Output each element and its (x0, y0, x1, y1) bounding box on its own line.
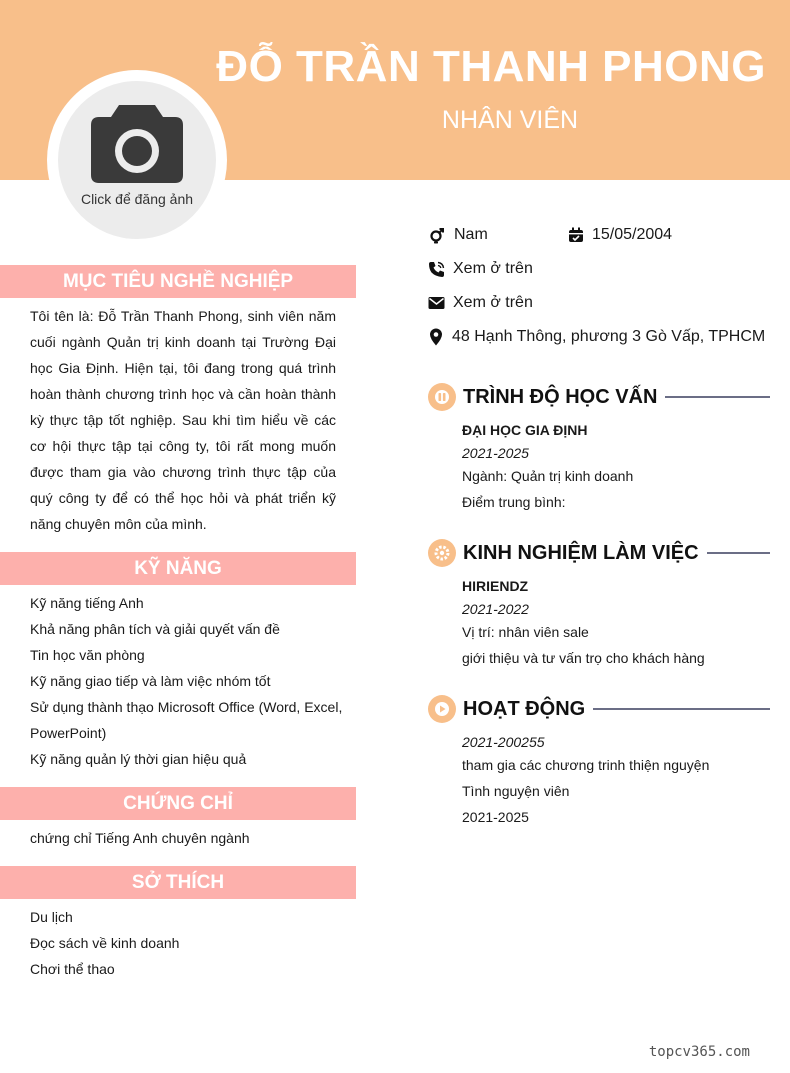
activities-period: 2021-200255 (462, 734, 545, 750)
skill-item: Khả năng phân tích và giải quyết vấn đề (30, 621, 280, 637)
education-title: TRÌNH ĐỘ HỌC VẤN (463, 385, 658, 408)
footer-watermark: topcv365.com (648, 1044, 750, 1060)
skill-item: Kỹ năng giao tiếp và làm việc nhóm tốt (30, 673, 271, 689)
activities-entry (462, 732, 709, 830)
education-entry (462, 417, 633, 515)
hobby-item: Chơi thể thao (30, 961, 115, 977)
activities-divider (593, 708, 770, 710)
email-value: Xem ở trên (453, 294, 533, 311)
experience-divider (707, 552, 770, 554)
experience-period: 2021-2022 (462, 601, 529, 617)
skill-item: Kỹ năng tiếng Anh (30, 595, 144, 611)
address-row (428, 328, 765, 346)
experience-heading (428, 538, 770, 568)
job-title: NHÂN VIÊN (441, 106, 579, 134)
company-name: HIRIENDZ (462, 578, 529, 594)
gender-row (428, 226, 488, 244)
gender-value: Nam (454, 226, 488, 243)
phone-value: Xem ở trên (453, 260, 533, 277)
experience-entry (462, 573, 705, 671)
hobbies-list (30, 904, 350, 982)
skills-list (30, 590, 350, 772)
hobby-item: Du lịch (30, 909, 73, 925)
certificates-list (30, 825, 350, 851)
envelope-icon (428, 296, 445, 310)
hobby-item: Đọc sách về kinh doanh (30, 935, 180, 951)
avatar-upload-label: Click để đăng ảnh (80, 191, 194, 207)
location-pin-icon (428, 328, 444, 346)
skills-heading: KỸ NĂNG (0, 552, 356, 585)
avatar-upload[interactable] (58, 81, 216, 239)
skill-item: Tin học văn phòng (30, 647, 145, 663)
phone-row (428, 260, 533, 278)
certificate-item: chứng chỉ Tiếng Anh chuyên ngành (30, 830, 250, 846)
activities-title: HOẠT ĐỘNG (463, 697, 586, 720)
address-value: 48 Hạnh Thông, phương 3 Gò Vấp, TPHCM (452, 328, 766, 345)
education-gpa: Điểm trung bình: (462, 494, 566, 510)
experience-description: giới thiệu và tư vấn trọ cho khách hàng (462, 650, 705, 666)
skill-item: Kỹ năng quản lý thời gian hiệu quả (30, 751, 247, 767)
experience-section-icon (428, 539, 456, 567)
gender-icon (428, 226, 446, 244)
education-heading (428, 382, 770, 412)
education-section-icon (428, 383, 456, 411)
activities-role: Tình nguyện viên (462, 783, 570, 799)
education-divider (665, 396, 770, 398)
school-name: ĐẠI HỌC GIA ĐỊNH (462, 422, 588, 438)
calendar-icon (568, 227, 584, 243)
phone-icon (428, 261, 445, 278)
education-period: 2021-2025 (462, 445, 529, 461)
skill-item: Sử dụng thành thạo Microsoft Office (Word, Excel, PowerPoint) (30, 699, 343, 741)
objective-heading: MỤC TIÊU NGHỀ NGHIỆP (0, 265, 356, 298)
activities-period-secondary: 2021-2025 (462, 809, 529, 825)
objective-text: Tôi tên là: Đỗ Trần Thanh Phong, sinh viên năm cuối ngành Quản trị kinh doanh tại Trường Đại học Gia Định. Hiện tại, tôi đang trong quá trình hoàn thành chương trình học và cần hoàn thành kỳ thực tập tốt nghiệp. Sau khi tìm hiểu về các cơ hội thực tập tại công ty, tôi rất mong muốn được tham gia vào chương trình thực tập của quý công ty để có thể học hỏi và phát triển kỹ năng chuyên môn của mình. (30, 308, 336, 532)
candidate-name: ĐỖ TRẦN THANH PHONG (216, 42, 766, 91)
experience-position: Vị trí: nhân viên sale (462, 624, 589, 640)
activities-heading (428, 694, 770, 724)
activities-description: tham gia các chương trinh thiện nguyện (462, 757, 710, 773)
experience-title: KINH NGHIỆM LÀM VIỆC (463, 541, 699, 564)
education-major: Ngành: Quản trị kinh doanh (462, 468, 634, 484)
birthdate-row (568, 226, 672, 244)
activities-section-icon (428, 695, 456, 723)
camera-icon (89, 103, 185, 185)
hobbies-heading: SỞ THÍCH (0, 866, 356, 899)
certificates-heading: CHỨNG CHỈ (0, 787, 356, 820)
birthdate-value: 15/05/2004 (592, 226, 673, 243)
email-row (428, 294, 533, 312)
